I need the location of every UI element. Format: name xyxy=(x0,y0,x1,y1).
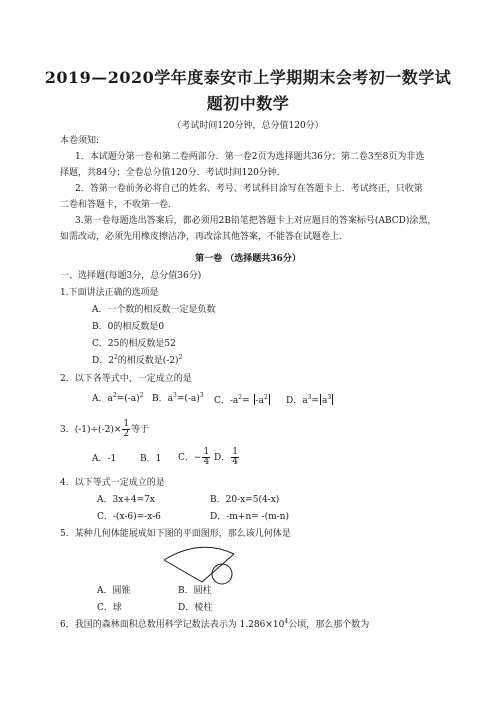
q1-option-c: C．25的相反数是52 xyxy=(92,339,176,349)
notice-line-1: 1．本试题分第一卷和第二卷两部分．第一卷2页为选择题共36分；第二卷3至8页为非选 xyxy=(75,152,425,162)
notice-line-2: 择题，共84分；全卷总分值120分．考试时间120分钟． xyxy=(60,168,286,178)
q5-option-a: A．圆锥 xyxy=(97,586,131,596)
q5-option-c: C．球 xyxy=(97,603,122,613)
fraction-one-quarter: $\frac{1}{4}$ xyxy=(203,447,210,467)
q4-stem: 4．以下等式一定成立的是 xyxy=(60,478,165,488)
notice-heading: 本卷须知: xyxy=(60,136,100,146)
notice-line-4: 二卷和答题卡，不收第一卷． xyxy=(60,200,178,210)
q4-option-b: B．20-x=5(4-x) xyxy=(210,495,280,505)
q3-option-a: A．-1 xyxy=(92,454,117,464)
net-figure xyxy=(160,540,250,588)
base-circle xyxy=(212,564,232,584)
abs-bar-left xyxy=(254,394,255,405)
fraction-one-quarter: $\frac{1}{4}$ xyxy=(232,447,238,467)
q1-option-b: B．0的相反数是0 xyxy=(92,322,165,332)
exam-info: （考试时间120分钟，总分值120分） xyxy=(172,121,324,131)
q2-option-c: C．$-a^2= -a^2$ xyxy=(214,394,268,406)
part-heading: 一、选择题(每题3分，总分值36分) xyxy=(60,271,202,281)
q1-option-a: A．一个数的相反数一定是负数 xyxy=(92,305,216,315)
section-title: 第一卷 （选择题共36分） xyxy=(195,254,301,264)
notice-line-6: 如需改动，必须先用橡皮擦洁净，再改涂其他答案，不能答在试题卷上. xyxy=(60,232,342,242)
q2-option-b: B．$a^3=(-a)^3$ xyxy=(152,392,204,404)
q3-option-b: B．1 xyxy=(140,454,162,464)
fraction-one-half: $\frac{1}{2}$ xyxy=(123,419,130,439)
q2-option-a: A．$a^2=(-a)^2$ xyxy=(92,392,144,404)
q3-option-c: C．− $\frac{1}{4}$ xyxy=(178,447,210,467)
q6-stem: 6．我国的森林面积总数用科学记数法表示为 $1.286\times 10^4$公顷，那么那个数为 xyxy=(60,618,370,630)
sector-edge-left xyxy=(164,560,202,582)
q1-stem: 1.下面讲法正确的选项是 xyxy=(60,288,159,298)
q5-stem: 5．某种几何体能展成如下图的平面图形，那么该几何体是 xyxy=(60,529,291,539)
q3-stem: 3．(-1)÷(-2)× $\frac{1}{2}$ 等于 xyxy=(60,419,150,439)
q4-option-c: C．-(x-6)=-x-6 xyxy=(97,512,161,522)
exam-title-line2: 题初中数学 xyxy=(206,94,290,113)
q4-option-d: D．-m+n= -(m-n) xyxy=(210,512,289,522)
q2-option-d: D．$a^3= a^3$ xyxy=(286,394,332,406)
q3-option-d: D． $\frac{1}{4}$ xyxy=(214,447,238,467)
q1-option-d: D．$2^2$的相反数是$(-2)^2$ xyxy=(92,354,183,366)
q4-option-a: A．3x+4=7x xyxy=(97,495,155,505)
sector-edge-right xyxy=(202,554,234,582)
q5-option-d: D．棱柱 xyxy=(178,603,213,613)
abs-bar-right xyxy=(269,394,270,405)
sector-arc xyxy=(164,547,234,560)
notice-line-3: 2．答第一卷前务必将自己的姓名、考号、考试科目涂写在答题卡上．考试终正，只收第 xyxy=(75,184,423,194)
q2-stem: 2．以下各等式中，一定成立的是 xyxy=(60,374,192,384)
exam-title-line1: 2019—2020学年度泰安市上学期期末会考初一数学试 xyxy=(44,68,452,87)
abs-bar-right xyxy=(332,394,333,405)
notice-line-5: 3.第一卷每题选出答案后，都必须用2B铅笔把答题卡上对应题目的答案标号(ABCD)涂黑， xyxy=(75,216,437,226)
abs-bar-left xyxy=(320,394,321,405)
q5-option-b: B．圆柱 xyxy=(178,586,212,596)
